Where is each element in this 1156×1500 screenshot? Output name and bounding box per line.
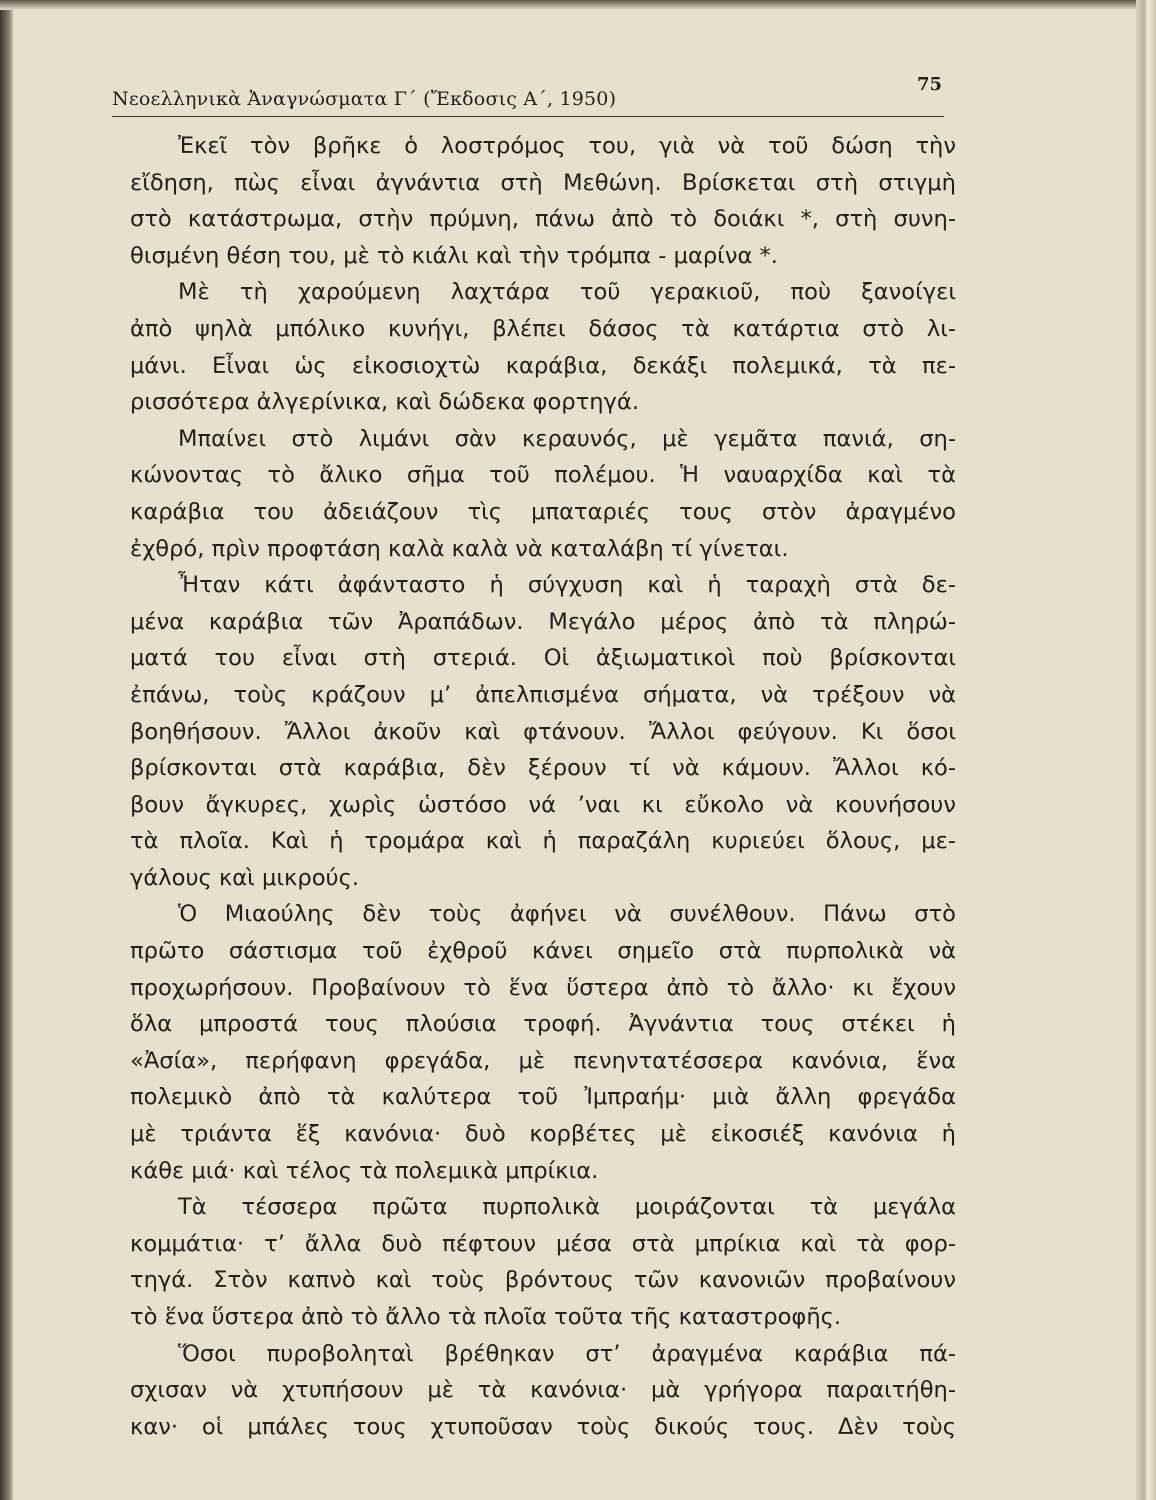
text-line: βοηθήσουν. Ἄλλοι ἀκοῦν καὶ φτάνουν. Ἄλλοι φεύγουν. Κι ὅσοι — [130, 718, 956, 745]
text-line: μάνι. Εἶναι ὡς εἰκοσιοχτὼ καράβια, δεκάξι πολεμικά, τὰ πε- — [130, 352, 956, 379]
text-line: Τὰ τέσσερα πρῶτα πυρπολικὰ μοιράζονται τὰ μεγάλα — [178, 1194, 956, 1221]
text-line: θισμένη θέση του, μὲ τὸ κιάλι καὶ τὴν τρόμπα - μαρίνα *. — [130, 242, 778, 269]
text-line: ματά του εἶναι στὴ στεριά. Οἱ ἀξιωματικοὶ ποὺ βρίσκονται — [130, 645, 956, 672]
text-line: καράβια του ἀδειάζουν τὶς μπαταριές τους στὸν ἀραγμένο — [130, 498, 956, 525]
page-right-edge — [1136, 0, 1156, 1500]
text-line: κομμάτια· τ’ ἄλλα δυὸ πέφτουν μέσα στὰ μπρίκια καὶ τὰ φορ- — [130, 1230, 956, 1257]
text-line: βουν ἄγκυρες, χωρὶς ὡστόσο νά ’ναι κι εὔκολο νὰ κουνήσουν — [130, 791, 956, 818]
running-title: Νεοελληνικὰ Ἀναγνώσματα Γ΄ (Ἔκδοσις Α΄, 1950) — [112, 88, 617, 110]
text-line: στὸ κατάστρωμα, στὴν πρύμνη, πάνω ἀπὸ τὸ δοιάκι *, στὴ συνη- — [130, 206, 956, 233]
text-line: κώνοντας τὸ ἄλικο σῆμα τοῦ πολέμου. Ἡ ναυαρχίδα καὶ τὰ — [130, 462, 956, 489]
book-gutter-shadow — [0, 0, 14, 1500]
text-line: τὰ πλοῖα. Καὶ ἡ τρομάρα καὶ ἡ παραζάλη κυριεύει ὅλους, με- — [130, 828, 956, 855]
text-line: «Ἀσία», περήφανη φρεγάδα, μὲ πενηντατέσσερα κανόνια, ἕνα — [130, 1047, 956, 1074]
text-line: ρισσότερα ἀλγερίνικα, καὶ δώδεκα φορτηγά. — [130, 389, 639, 416]
text-line: μὲ τριάντα ἕξ κανόνια· δυὸ κορβέτες μὲ εἰκοσιέξ κανόνια ἡ — [130, 1121, 956, 1148]
text-line: πολεμικὸ ἀπὸ τὰ καλύτερα τοῦ Ἰμπραήμ· μιὰ ἄλλη φρεγάδα — [130, 1084, 956, 1111]
page-top-edge — [0, 0, 1156, 10]
text-line: Ὁ Μιαούλης δὲν τοὺς ἀφήνει νὰ συνέλθουν. Πάνω στὸ — [178, 901, 956, 928]
text-line: Μὲ τὴ χαρούμενη λαχτάρα τοῦ γερακιοῦ, ποὺ ξανοίγει — [178, 279, 956, 306]
text-line: τὸ ἕνα ὕστερα ἀπὸ τὸ ἄλλο τὰ πλοῖα τοῦτα τῆς καταστροφῆς. — [130, 1304, 842, 1330]
text-line: ἐχθρό, πρὶν προφτάση καλὰ καλὰ νὰ καταλάβη τί γίνεται. — [130, 535, 789, 562]
text-line: σχισαν νὰ χτυπήσουν μὲ τὰ κανόνια· μὰ γρήγορα παραιτήθη- — [130, 1377, 956, 1404]
text-line: ὅλα μπροστά τους πλούσια τροφή. Ἀγνάντια τους στέκει ἡ — [130, 1011, 956, 1038]
body-text — [130, 128, 956, 1445]
text-line: βρίσκονται στὰ καράβια, δὲν ξέρουν τί νὰ κάμουν. Ἄλλοι κό- — [130, 755, 956, 782]
text-line: μένα καράβια τῶν Ἀραπάδων. Μεγάλο μέρος ἀπὸ τὰ πληρώ- — [130, 608, 956, 635]
text-line: γάλους καὶ μικρούς. — [130, 864, 360, 891]
text-line: κάθε μιά· καὶ τέλος τὰ πολεμικὰ μπρίκια. — [130, 1157, 599, 1184]
text-line: Ἦταν κάτι ἀφάνταστο ἡ σύγχυση καὶ ἡ ταραχὴ στὰ δε- — [178, 572, 956, 599]
page-number: 75 — [916, 74, 942, 95]
text-line: Ὅσοι πυροβοληταὶ βρέθηκαν στ’ ἀραγμένα καράβια πά- — [178, 1340, 956, 1367]
text-line: ἐπάνω, τοὺς κράζουν μ’ ἀπελπισμένα σήματα, νὰ τρέξουν νὰ — [130, 681, 956, 708]
page-header — [112, 74, 944, 117]
text-line: τηγά. Στὸν καπνὸ καὶ τοὺς βρόντους τῶν κανονιῶν προβαίνουν — [130, 1267, 956, 1294]
text-line: προχωρήσουν. Προβαίνουν τὸ ἕνα ὕστερα ἀπὸ τὸ ἄλλο· κι ἔχουν — [130, 974, 956, 1001]
text-line: εἴδηση, πὼς εἶναι ἀγνάντια στὴ Μεθώνη. Βρίσκεται στὴ στιγμὴ — [130, 169, 956, 196]
text-line: ἀπὸ ψηλὰ μπόλικο κυνήγι, βλέπει δάσος τὰ κατάρτια στὸ λι- — [130, 315, 956, 342]
text-line: πρῶτο σάστισμα τοῦ ἐχθροῦ κάνει σημεῖο στὰ πυρπολικὰ νὰ — [130, 938, 956, 965]
text-line: Ἐκεῖ τὸν βρῆκε ὁ λοστρόμος του, γιὰ νὰ τοῦ δώση τὴν — [178, 133, 956, 159]
text-line: καν· οἱ μπάλες τους χτυποῦσαν τοὺς δικούς τους. Δὲν τοὺς — [130, 1413, 956, 1440]
text-line: Μπαίνει στὸ λιμάνι σὰν κεραυνός, μὲ γεμᾶτα πανιά, ση- — [178, 425, 956, 452]
